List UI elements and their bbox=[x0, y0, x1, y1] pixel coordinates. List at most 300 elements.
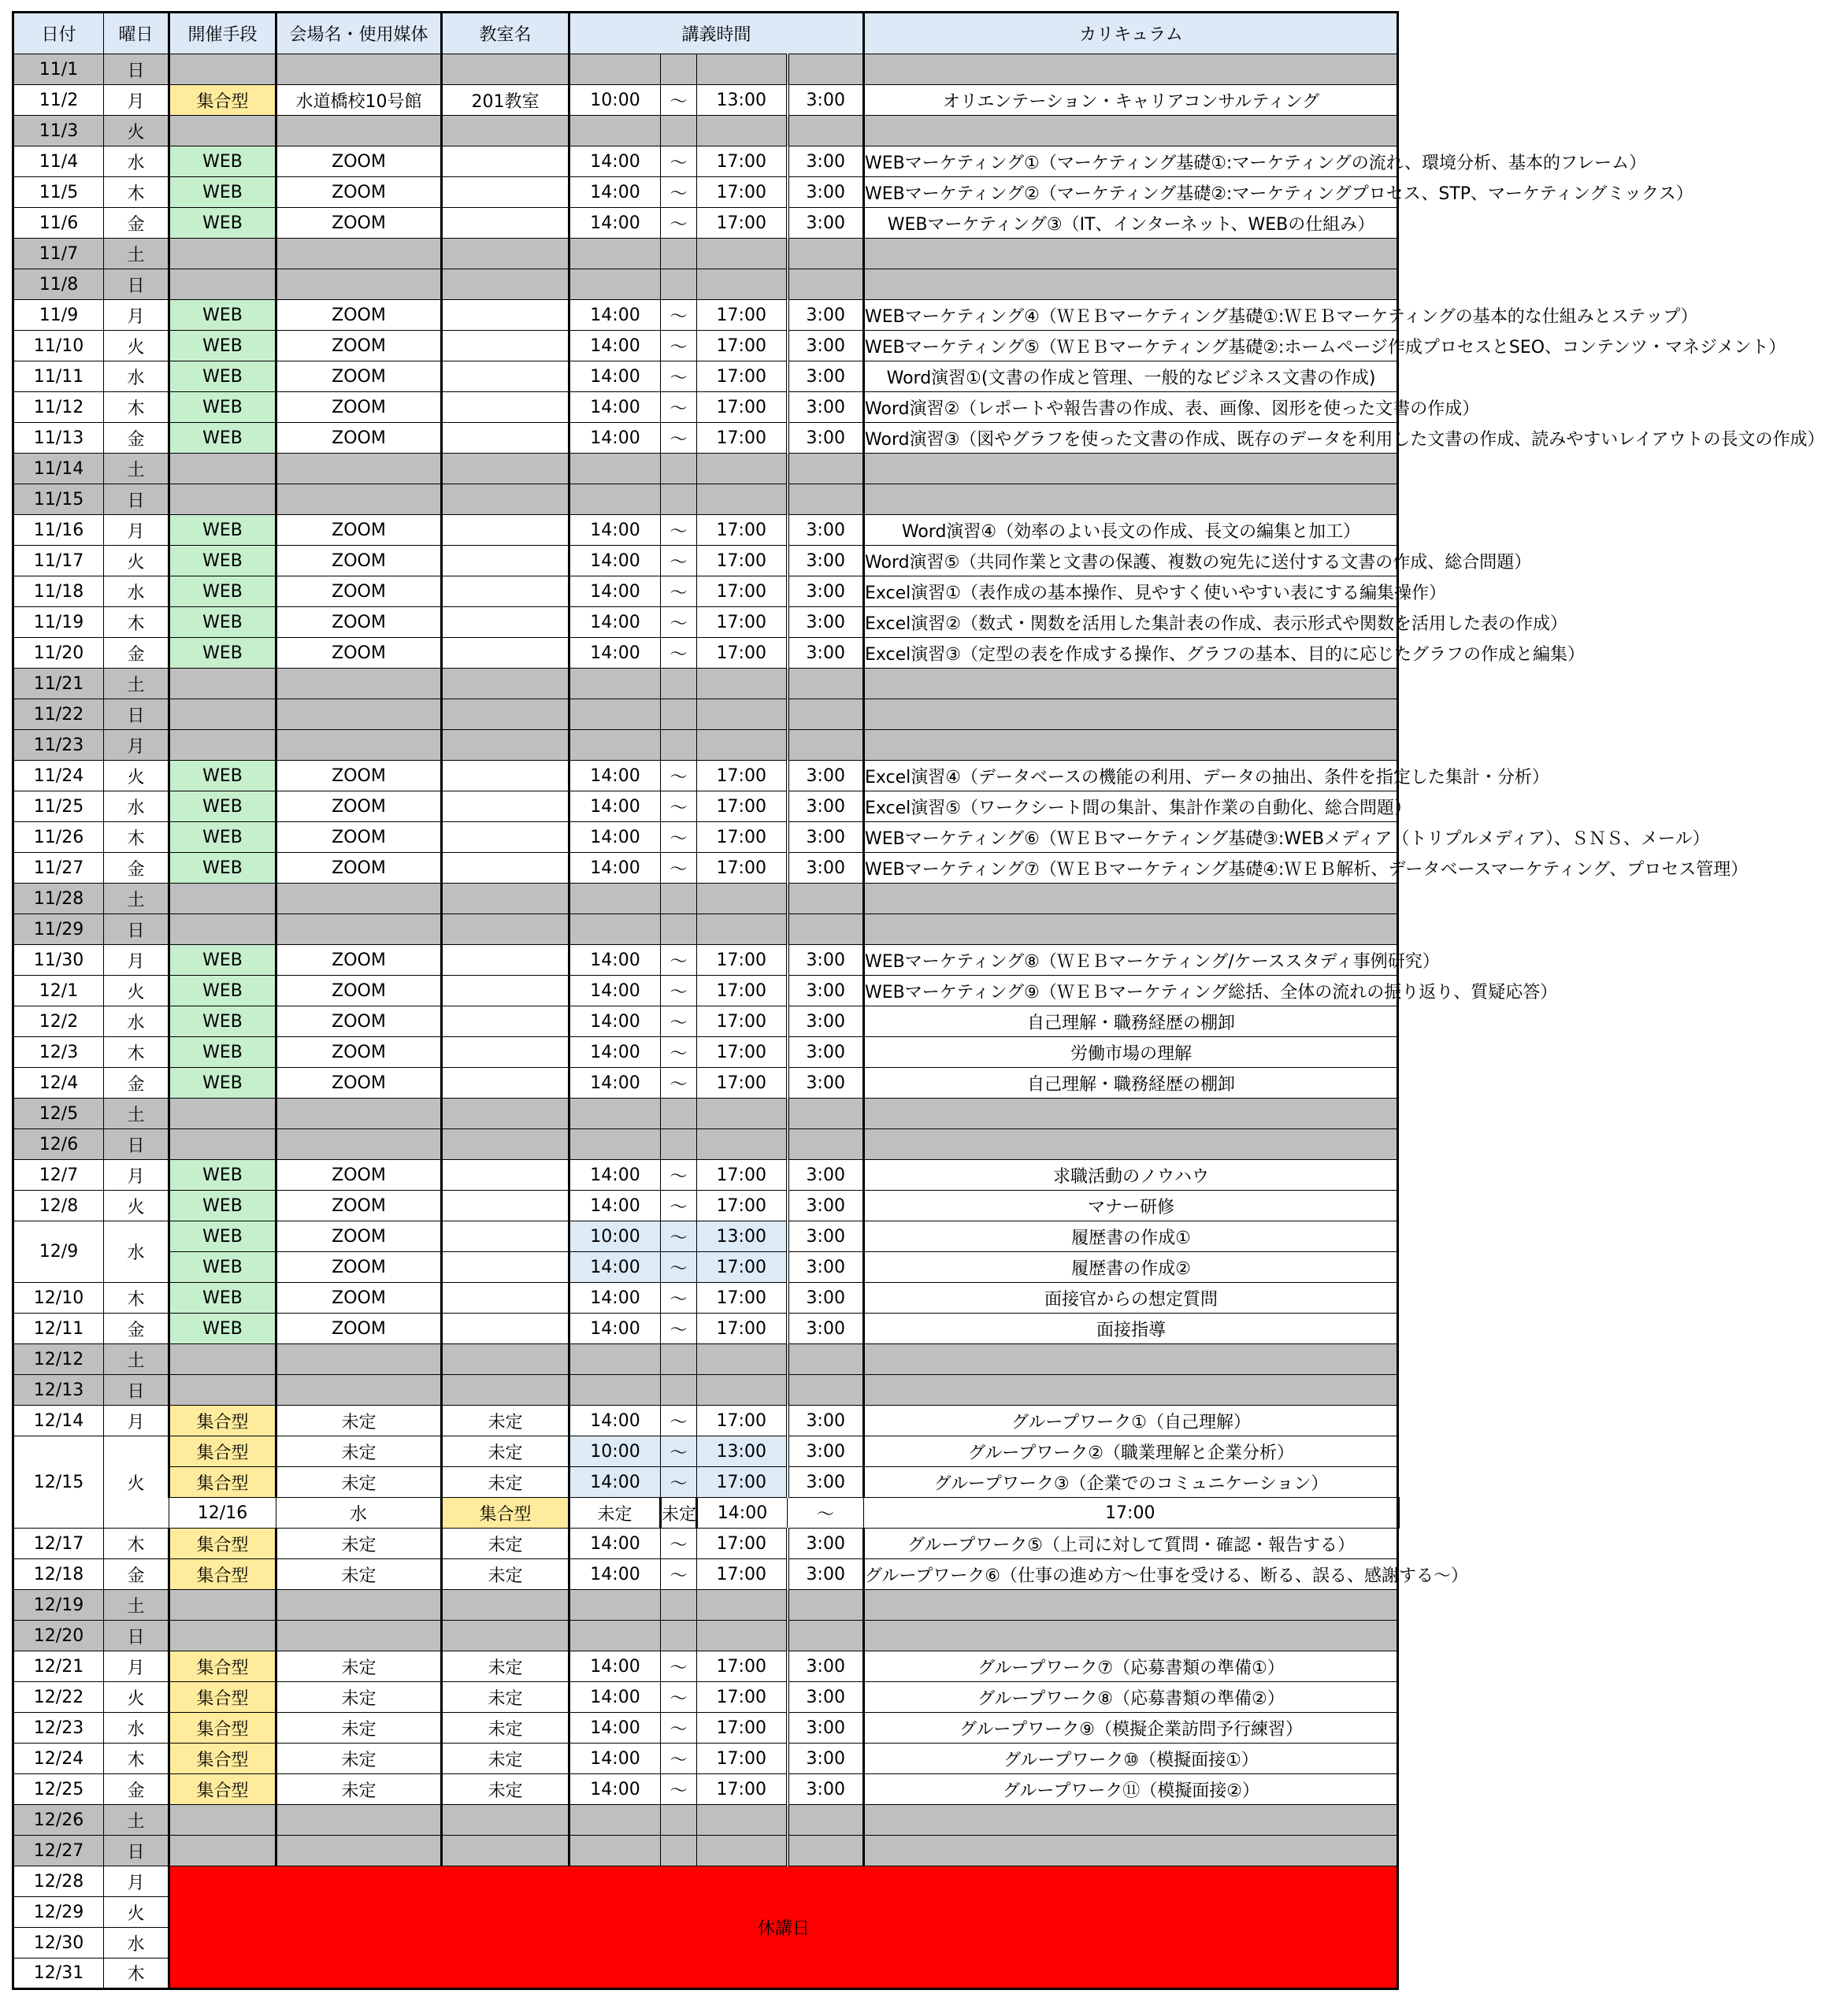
date-cell: 11/7 bbox=[13, 239, 104, 269]
tilde-cell bbox=[661, 1805, 697, 1836]
venue-cell bbox=[276, 484, 442, 515]
method-cell: WEB bbox=[169, 576, 276, 607]
venue-cell: 未定 bbox=[276, 1744, 442, 1774]
start-time-cell: 14:00 bbox=[569, 1191, 661, 1221]
curriculum-cell: グループワーク⑪（模擬面接②） bbox=[864, 1774, 1398, 1805]
start-time-cell: 14:00 bbox=[569, 1037, 661, 1068]
method-cell: 集合型 bbox=[169, 1529, 276, 1559]
start-time-cell bbox=[569, 1375, 661, 1406]
tilde-cell bbox=[661, 669, 697, 699]
method-cell bbox=[169, 1836, 276, 1866]
schedule-row-closed bbox=[13, 1099, 1398, 1129]
end-time-cell bbox=[697, 1344, 788, 1375]
curriculum-cell bbox=[864, 1621, 1398, 1651]
schedule-row bbox=[13, 822, 1398, 853]
holiday-banner: 休講日 bbox=[169, 1866, 1398, 1989]
start-time-cell bbox=[569, 884, 661, 914]
curriculum-cell bbox=[864, 1805, 1398, 1836]
duration-cell: 3:00 bbox=[788, 546, 864, 576]
weekday-cell: 月 bbox=[104, 730, 169, 761]
venue-cell: ZOOM bbox=[276, 853, 442, 884]
weekday-cell: 月 bbox=[104, 1866, 169, 1897]
schedule-row bbox=[13, 361, 1398, 392]
start-time-cell bbox=[569, 669, 661, 699]
duration-cell: 3:00 bbox=[788, 146, 864, 177]
date-cell: 11/27 bbox=[13, 853, 104, 884]
venue-cell: ZOOM bbox=[276, 945, 442, 976]
curriculum-cell bbox=[864, 914, 1398, 945]
end-time-cell: 17:00 bbox=[697, 1682, 788, 1713]
duration-cell: 3:00 bbox=[788, 1559, 864, 1590]
weekday-cell: 木 bbox=[104, 1529, 169, 1559]
room-cell bbox=[442, 669, 569, 699]
schedule-row-closed bbox=[13, 1836, 1398, 1866]
curriculum-cell: グループワーク⑥（仕事の進め方～仕事を受ける、断る、誤る、感謝する～） bbox=[864, 1559, 1398, 1590]
duration-cell bbox=[788, 914, 864, 945]
date-cell: 11/20 bbox=[13, 638, 104, 669]
curriculum-cell: 面接官からの想定質問 bbox=[864, 1283, 1398, 1314]
duration-cell: 3:00 bbox=[788, 515, 864, 546]
end-time-cell: 17:00 bbox=[697, 546, 788, 576]
tilde-cell: ～ bbox=[661, 331, 697, 361]
tilde-cell: ～ bbox=[661, 638, 697, 669]
tilde-cell: ～ bbox=[661, 791, 697, 822]
duration-cell bbox=[788, 239, 864, 269]
tilde-cell: ～ bbox=[661, 423, 697, 454]
method-cell bbox=[169, 730, 276, 761]
date-cell: 12/26 bbox=[13, 1805, 104, 1836]
end-time-cell bbox=[697, 1836, 788, 1866]
date-cell: 11/19 bbox=[13, 607, 104, 638]
method-cell: 集合型 bbox=[169, 1406, 276, 1436]
venue-cell bbox=[276, 1375, 442, 1406]
room-cell bbox=[442, 177, 569, 208]
duration-cell bbox=[788, 1805, 864, 1836]
weekday-cell: 木 bbox=[104, 177, 169, 208]
end-time-cell bbox=[697, 730, 788, 761]
venue-cell: ZOOM bbox=[276, 791, 442, 822]
date-cell: 11/11 bbox=[13, 361, 104, 392]
method-cell: WEB bbox=[169, 1037, 276, 1068]
room-cell bbox=[442, 546, 569, 576]
room-cell bbox=[442, 1621, 569, 1651]
method-cell bbox=[169, 1375, 276, 1406]
curriculum-cell bbox=[864, 454, 1398, 484]
curriculum-cell: WEBマーケティング③（IT、インターネット、WEBの仕組み） bbox=[864, 208, 1398, 239]
schedule-row-closed bbox=[13, 116, 1398, 146]
schedule-row bbox=[13, 1252, 1398, 1283]
date-cell: 12/12 bbox=[13, 1344, 104, 1375]
curriculum-cell bbox=[864, 269, 1398, 300]
room-cell: 201教室 bbox=[442, 85, 569, 116]
duration-cell: 3:00 bbox=[788, 1191, 864, 1221]
date-cell: 12/15 bbox=[13, 1436, 104, 1529]
date-cell: 12/28 bbox=[13, 1866, 104, 1897]
method-cell: WEB bbox=[169, 945, 276, 976]
schedule-row bbox=[13, 1774, 1398, 1805]
room-cell bbox=[442, 361, 569, 392]
venue-cell: ZOOM bbox=[276, 300, 442, 331]
weekday-cell: 火 bbox=[104, 976, 169, 1006]
weekday-cell: 水 bbox=[104, 361, 169, 392]
schedule-row-closed bbox=[13, 54, 1398, 85]
curriculum-cell: WEBマーケティング④（ＷＥＢマーケティング基礎①:ＷＥＢマーケティングの基本的な仕組みとステップ） bbox=[864, 300, 1398, 331]
venue-cell bbox=[276, 1590, 442, 1621]
tilde-cell bbox=[661, 1375, 697, 1406]
room-cell bbox=[442, 1068, 569, 1099]
end-time-cell: 17:00 bbox=[697, 300, 788, 331]
venue-cell: 未定 bbox=[276, 1713, 442, 1744]
curriculum-cell bbox=[864, 1375, 1398, 1406]
duration-cell: 3:00 bbox=[788, 1529, 864, 1559]
date-cell: 11/14 bbox=[13, 454, 104, 484]
weekday-cell: 月 bbox=[104, 945, 169, 976]
curriculum-cell bbox=[864, 116, 1398, 146]
room-cell: 未定 bbox=[442, 1436, 569, 1467]
curriculum-cell: 自己理解・職務経歴の棚卸 bbox=[864, 1068, 1398, 1099]
method-cell: WEB bbox=[169, 1191, 276, 1221]
weekday-cell: 月 bbox=[104, 300, 169, 331]
duration-cell bbox=[788, 1129, 864, 1160]
date-cell: 11/3 bbox=[13, 116, 104, 146]
date-cell: 11/17 bbox=[13, 546, 104, 576]
duration-cell: 3:00 bbox=[788, 976, 864, 1006]
venue-cell bbox=[276, 454, 442, 484]
room-cell bbox=[442, 484, 569, 515]
start-time-cell: 14:00 bbox=[569, 853, 661, 884]
venue-cell: 未定 bbox=[276, 1559, 442, 1590]
end-time-cell: 17:00 bbox=[697, 1252, 788, 1283]
start-time-cell bbox=[569, 1836, 661, 1866]
end-time-cell bbox=[697, 914, 788, 945]
weekday-cell: 火 bbox=[104, 546, 169, 576]
header-method: 開催手段 bbox=[169, 13, 276, 54]
duration-cell: 3:00 bbox=[788, 1252, 864, 1283]
room-cell bbox=[442, 1590, 569, 1621]
end-time-cell bbox=[697, 669, 788, 699]
tilde-cell: ～ bbox=[661, 761, 697, 791]
duration-cell bbox=[788, 454, 864, 484]
method-cell: 集合型 bbox=[169, 1651, 276, 1682]
tilde-cell bbox=[661, 1129, 697, 1160]
venue-cell: ZOOM bbox=[276, 761, 442, 791]
weekday-cell: 日 bbox=[104, 1836, 169, 1866]
room-cell bbox=[442, 1037, 569, 1068]
end-time-cell: 17:00 bbox=[697, 638, 788, 669]
weekday-cell: 金 bbox=[104, 423, 169, 454]
curriculum-cell bbox=[864, 1836, 1398, 1866]
method-cell bbox=[169, 484, 276, 515]
tilde-cell: ～ bbox=[661, 1006, 697, 1037]
end-time-cell: 13:00 bbox=[697, 1436, 788, 1467]
header-room: 教室名 bbox=[442, 13, 569, 54]
end-time-cell: 17:00 bbox=[697, 607, 788, 638]
tilde-cell bbox=[661, 730, 697, 761]
schedule-row bbox=[13, 853, 1398, 884]
header-time: 講義時間 bbox=[569, 13, 864, 54]
venue-cell: ZOOM bbox=[276, 1068, 442, 1099]
end-time-cell: 17:00 bbox=[697, 1006, 788, 1037]
start-time-cell bbox=[569, 239, 661, 269]
venue-cell bbox=[276, 239, 442, 269]
end-time-cell: 17:00 bbox=[697, 1160, 788, 1191]
date-cell: 11/18 bbox=[13, 576, 104, 607]
date-cell: 11/29 bbox=[13, 914, 104, 945]
date-cell: 11/28 bbox=[13, 884, 104, 914]
method-cell: WEB bbox=[169, 331, 276, 361]
curriculum-cell bbox=[864, 239, 1398, 269]
start-time-cell: 14:00 bbox=[569, 423, 661, 454]
end-time-cell: 17:00 bbox=[697, 1037, 788, 1068]
tilde-cell bbox=[661, 116, 697, 146]
weekday-cell: 木 bbox=[104, 392, 169, 423]
method-cell bbox=[169, 1590, 276, 1621]
tilde-cell: ～ bbox=[661, 392, 697, 423]
schedule-row bbox=[13, 1467, 1398, 1498]
date-cell: 11/24 bbox=[13, 761, 104, 791]
end-time-cell bbox=[697, 1099, 788, 1129]
start-time-cell: 14:00 bbox=[569, 361, 661, 392]
room-cell: 未定 bbox=[661, 1498, 697, 1529]
weekday-cell: 土 bbox=[104, 1805, 169, 1836]
room-cell bbox=[442, 1129, 569, 1160]
venue-cell bbox=[276, 1836, 442, 1866]
start-time-cell bbox=[569, 116, 661, 146]
method-cell bbox=[169, 1129, 276, 1160]
venue-cell: ZOOM bbox=[276, 1037, 442, 1068]
duration-cell: 3:00 bbox=[788, 331, 864, 361]
duration-cell bbox=[788, 1590, 864, 1621]
tilde-cell: ～ bbox=[661, 1252, 697, 1283]
method-cell bbox=[169, 1099, 276, 1129]
tilde-cell: ～ bbox=[661, 853, 697, 884]
schedule-row bbox=[13, 638, 1398, 669]
curriculum-cell bbox=[864, 730, 1398, 761]
date-cell: 12/29 bbox=[13, 1897, 104, 1928]
curriculum-cell bbox=[864, 699, 1398, 730]
tilde-cell: ～ bbox=[661, 1774, 697, 1805]
weekday-cell: 金 bbox=[104, 853, 169, 884]
duration-cell: 3:00 bbox=[788, 423, 864, 454]
room-cell bbox=[442, 822, 569, 853]
end-time-cell: 17:00 bbox=[697, 1406, 788, 1436]
venue-cell: ZOOM bbox=[276, 1314, 442, 1344]
end-time-cell: 17:00 bbox=[697, 853, 788, 884]
room-cell bbox=[442, 576, 569, 607]
weekday-cell: 火 bbox=[104, 1897, 169, 1928]
weekday-cell: 水 bbox=[104, 791, 169, 822]
room-cell: 未定 bbox=[442, 1529, 569, 1559]
tilde-cell: ～ bbox=[661, 1221, 697, 1252]
tilde-cell: ～ bbox=[661, 1160, 697, 1191]
tilde-cell: ～ bbox=[661, 515, 697, 546]
start-time-cell bbox=[569, 1099, 661, 1129]
duration-cell: 3:00 bbox=[788, 576, 864, 607]
date-cell: 11/10 bbox=[13, 331, 104, 361]
schedule-row bbox=[13, 1744, 1398, 1774]
room-cell bbox=[442, 1805, 569, 1836]
curriculum-cell: WEBマーケティング①（マーケティング基礎①:マーケティングの流れ、環境分析、基本的フレーム） bbox=[864, 146, 1398, 177]
tilde-cell bbox=[661, 1621, 697, 1651]
room-cell bbox=[442, 945, 569, 976]
curriculum-cell: 労働市場の理解 bbox=[864, 1037, 1398, 1068]
date-cell: 11/5 bbox=[13, 177, 104, 208]
date-cell: 12/4 bbox=[13, 1068, 104, 1099]
start-time-cell: 10:00 bbox=[569, 1221, 661, 1252]
method-cell: WEB bbox=[169, 822, 276, 853]
curriculum-cell: WEBマーケティング⑥（ＷＥＢマーケティング基礎③:WEBメディア（トリプルメディア）、ＳＮＳ、メール） bbox=[864, 822, 1398, 853]
start-time-cell bbox=[569, 1590, 661, 1621]
duration-cell bbox=[788, 884, 864, 914]
schedule-row bbox=[13, 1191, 1398, 1221]
schedule-row-closed bbox=[13, 699, 1398, 730]
venue-cell: ZOOM bbox=[276, 361, 442, 392]
venue-cell: 未定 bbox=[276, 1529, 442, 1559]
venue-cell bbox=[276, 1099, 442, 1129]
curriculum-cell: Word演習③（図やグラフを使った文書の作成、既存のデータを利用した文書の作成、読みやすいレイアウトの長文の作成） bbox=[864, 423, 1398, 454]
start-time-cell: 14:00 bbox=[569, 331, 661, 361]
method-cell: 集合型 bbox=[169, 85, 276, 116]
tilde-cell: ～ bbox=[661, 361, 697, 392]
tilde-cell bbox=[661, 1590, 697, 1621]
venue-cell: 未定 bbox=[276, 1467, 442, 1498]
end-time-cell: 17:00 bbox=[697, 1314, 788, 1344]
end-time-cell bbox=[697, 484, 788, 515]
tilde-cell: ～ bbox=[661, 1283, 697, 1314]
room-cell: 未定 bbox=[442, 1744, 569, 1774]
start-time-cell: 14:00 bbox=[569, 761, 661, 791]
method-cell: WEB bbox=[169, 1221, 276, 1252]
schedule-row bbox=[13, 1436, 1398, 1467]
end-time-cell: 17:00 bbox=[697, 392, 788, 423]
method-cell: WEB bbox=[169, 423, 276, 454]
start-time-cell bbox=[569, 1344, 661, 1375]
schedule-row bbox=[13, 331, 1398, 361]
venue-cell: 未定 bbox=[276, 1774, 442, 1805]
room-cell: 未定 bbox=[442, 1651, 569, 1682]
room-cell bbox=[442, 1099, 569, 1129]
curriculum-cell: 面接指導 bbox=[864, 1314, 1398, 1344]
room-cell bbox=[442, 1006, 569, 1037]
venue-cell: ZOOM bbox=[276, 515, 442, 546]
method-cell: 集合型 bbox=[442, 1498, 569, 1529]
room-cell bbox=[442, 392, 569, 423]
venue-cell: ZOOM bbox=[276, 177, 442, 208]
start-time-cell bbox=[569, 484, 661, 515]
date-cell: 12/7 bbox=[13, 1160, 104, 1191]
start-time-cell bbox=[569, 1129, 661, 1160]
tilde-cell: ～ bbox=[661, 607, 697, 638]
start-time-cell: 14:00 bbox=[569, 1160, 661, 1191]
room-cell bbox=[442, 914, 569, 945]
room-cell bbox=[442, 116, 569, 146]
date-cell: 12/25 bbox=[13, 1774, 104, 1805]
date-cell: 12/31 bbox=[13, 1959, 104, 1989]
duration-cell: 3:00 bbox=[788, 853, 864, 884]
weekday-cell: 金 bbox=[104, 1068, 169, 1099]
room-cell: 未定 bbox=[442, 1559, 569, 1590]
schedule-row bbox=[13, 1406, 1398, 1436]
room-cell: 未定 bbox=[442, 1713, 569, 1744]
schedule-row bbox=[13, 607, 1398, 638]
room-cell bbox=[442, 638, 569, 669]
venue-cell: ZOOM bbox=[276, 1160, 442, 1191]
date-cell: 12/6 bbox=[13, 1129, 104, 1160]
start-time-cell: 14:00 bbox=[569, 1068, 661, 1099]
venue-cell: 未定 bbox=[276, 1436, 442, 1467]
duration-cell: 3:00 bbox=[788, 361, 864, 392]
start-time-cell: 14:00 bbox=[569, 976, 661, 1006]
end-time-cell: 17:00 bbox=[697, 1713, 788, 1744]
date-cell: 11/21 bbox=[13, 669, 104, 699]
duration-cell: 3:00 bbox=[788, 300, 864, 331]
end-time-cell bbox=[697, 239, 788, 269]
start-time-cell: 14:00 bbox=[569, 945, 661, 976]
date-cell: 11/22 bbox=[13, 699, 104, 730]
curriculum-cell: グループワーク②（職業理解と企業分析） bbox=[864, 1436, 1398, 1467]
curriculum-cell: Word演習②（レポートや報告書の作成、表、画像、図形を使った文書の作成） bbox=[864, 392, 1398, 423]
method-cell: 集合型 bbox=[169, 1559, 276, 1590]
tilde-cell: ～ bbox=[661, 1314, 697, 1344]
duration-cell bbox=[788, 269, 864, 300]
duration-cell: 3:00 bbox=[788, 1774, 864, 1805]
method-cell: WEB bbox=[169, 1314, 276, 1344]
venue-cell: ZOOM bbox=[276, 392, 442, 423]
duration-cell: 3:00 bbox=[788, 208, 864, 239]
date-cell: 12/20 bbox=[13, 1621, 104, 1651]
tilde-cell bbox=[661, 239, 697, 269]
end-time-cell: 17:00 bbox=[697, 331, 788, 361]
date-cell: 12/1 bbox=[13, 976, 104, 1006]
venue-cell: ZOOM bbox=[276, 607, 442, 638]
end-time-cell bbox=[697, 884, 788, 914]
room-cell bbox=[442, 454, 569, 484]
tilde-cell: ～ bbox=[661, 1406, 697, 1436]
duration-cell: 3:00 bbox=[788, 791, 864, 822]
weekday-cell: 火 bbox=[104, 1191, 169, 1221]
room-cell bbox=[442, 1836, 569, 1866]
curriculum-cell: 履歴書の作成② bbox=[864, 1252, 1398, 1283]
weekday-cell: 木 bbox=[104, 1037, 169, 1068]
curriculum-cell: WEBマーケティング⑦（ＷＥＢマーケティング基礎④:ＷＥＢ解析、データベースマーケティング、プロセス管理） bbox=[864, 853, 1398, 884]
weekday-cell: 日 bbox=[104, 1621, 169, 1651]
date-cell: 12/8 bbox=[13, 1191, 104, 1221]
end-time-cell bbox=[697, 1621, 788, 1651]
venue-cell: 未定 bbox=[276, 1651, 442, 1682]
room-cell bbox=[442, 884, 569, 914]
date-cell: 12/23 bbox=[13, 1713, 104, 1744]
duration-cell: 3:00 bbox=[788, 392, 864, 423]
schedule-row bbox=[13, 1283, 1398, 1314]
weekday-cell: 日 bbox=[104, 484, 169, 515]
room-cell bbox=[442, 515, 569, 546]
start-time-cell: 14:00 bbox=[569, 607, 661, 638]
method-cell bbox=[169, 1621, 276, 1651]
duration-cell bbox=[788, 1836, 864, 1866]
schedule-row bbox=[13, 546, 1398, 576]
venue-cell: ZOOM bbox=[276, 638, 442, 669]
start-time-cell: 14:00 bbox=[569, 208, 661, 239]
schedule-row bbox=[13, 1713, 1398, 1744]
curriculum-cell: Excel演習①（表作成の基本操作、見やすく使いやすい表にする編集操作） bbox=[864, 576, 1398, 607]
date-cell: 11/16 bbox=[13, 515, 104, 546]
weekday-cell: 日 bbox=[104, 914, 169, 945]
tilde-cell: ～ bbox=[661, 1436, 697, 1467]
start-time-cell: 10:00 bbox=[569, 1436, 661, 1467]
date-cell: 12/13 bbox=[13, 1375, 104, 1406]
date-cell: 12/21 bbox=[13, 1651, 104, 1682]
weekday-cell: 水 bbox=[104, 146, 169, 177]
